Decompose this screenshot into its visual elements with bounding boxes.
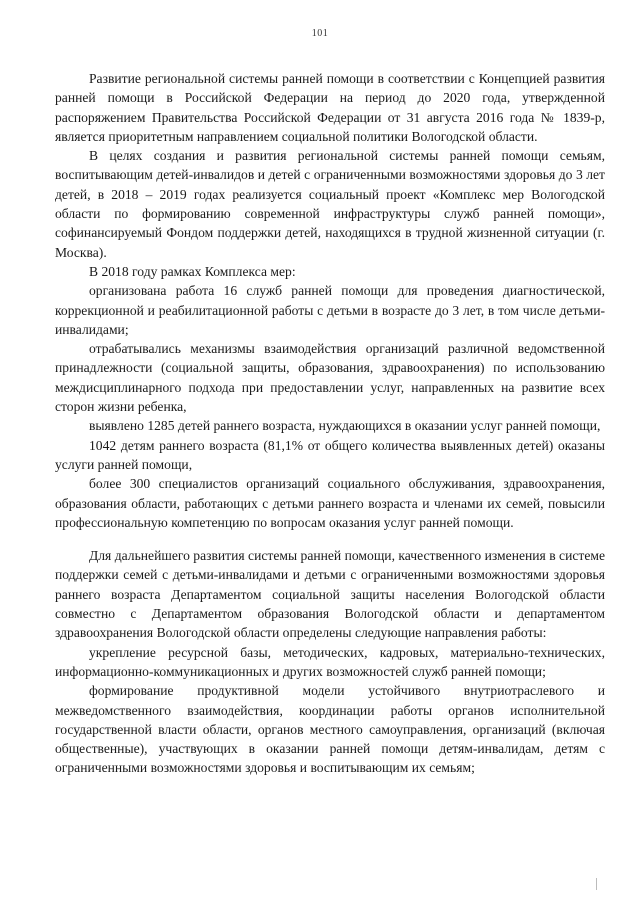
- list-item-services: организована работа 16 служб ранней помощи для проведения диагностической, коррекционной и реабилитационной работы с детьми в возрасте до 3 лет, в том числе детьми-инвалидами;: [55, 283, 605, 337]
- paragraph-1: Развитие региональной системы ранней помощи в соответствии с Концепцией развития ранней помощи в Российской Федерации на период до 2020 года, утвержденной распоряжением Правительства Российской Федерации от 31 августа 2016 года № 1839-р, является приоритетным направлением социальной политики Вологодской области.: [55, 71, 605, 144]
- page-number: 101: [311, 28, 329, 39]
- paragraph-2: В целях создания и развития региональной системы ранней помощи семьям, воспитывающим детей-инвалидов и детей с ограниченными возможностями здоровья до 3 лет детей, в 2018 – 2019 годах реализуется социальный проект «Комплекс мер Вологодской области по формированию современной инфраструктуры служб ранней помощи», софинансируемый Фондом поддержки детей, находящихся в трудной жизненной ситуации (г. Москва).: [55, 148, 605, 260]
- paragraph-directions: Для дальнейшего развития системы ранней помощи, качественного изменения в системе поддержки семей с детьми-инвалидами и детьми с ограниченными возможностями здоровья раннего возраста Департаментом социальной защиты населения Вологодской области совместно с Департаментом образования Вологодской области и департаментом здравоохранения Вологодской области определены следующие направления работы:: [55, 548, 605, 641]
- document-body: [55, 69, 605, 778]
- list-item-mechanisms: отрабатывались механизмы взаимодействия организаций различной ведомственной принадлежности (социальной защиты, образования, здравоохранения) по использованию междисциплинарного подхода при предоставлении услуг, направленных на развитие всех сторон жизни ребенка,: [55, 341, 605, 415]
- scan-mark: [596, 878, 597, 890]
- paragraph-3: В 2018 году рамках Комплекса мер:: [89, 263, 296, 279]
- list-item-identified: выявлено 1285 детей раннего возраста, нуждающихся в оказании услуг ранней помощи,: [89, 418, 601, 434]
- list-item-resources: укрепление ресурсной базы, методических, кадровых, материально-технических, информационно-коммуникационных и других возможностей служб ранней помощи;: [55, 644, 605, 679]
- list-item-served: 1042 детям раннего возраста (81,1% от общего количества выявленных детей) оказаны услуги ранней помощи,: [55, 437, 605, 472]
- list-item-specialists: более 300 специалистов организаций социального обслуживания, здравоохранения, образования области, работающих с детьми раннего возраста и членами их семей, повысили профессиональную компетенцию по вопросам оказания услуг ранней помощи.: [55, 476, 605, 530]
- list-item-model: формирование продуктивной модели устойчивого внутриотраслевого и межведомственного взаимодействия, координации работы органов исполнительной государственной власти области, органов местного самоуправления, организаций (включая общественные), участвующих в оказании ранней помощи детям-инвалидам, детям с ограниченными возможностями здоровья и воспитывающим их семьям;: [55, 683, 605, 776]
